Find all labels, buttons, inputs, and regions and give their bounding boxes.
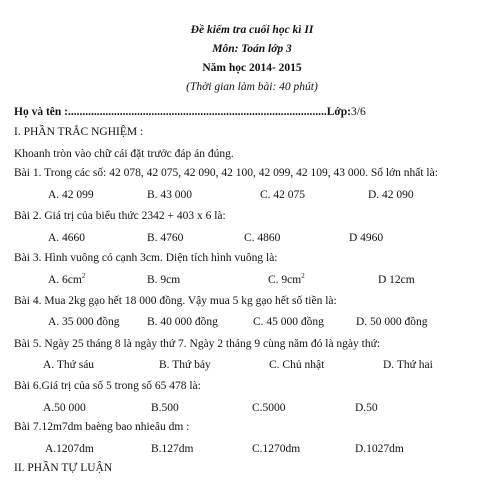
exam-title: Đề kiểm tra cuối học kì II [190, 24, 314, 36]
exam-subject: Môn: Toán lớp 3 [212, 43, 292, 55]
q1-option-c: C. 42 075 [260, 189, 306, 201]
question-6: Bài 6.Giá trị của số 5 trong số 65 478 là: [14, 380, 201, 392]
section-1-instruction: Khoanh tròn vào chữ cái đặt trước đáp án đúng. [14, 148, 234, 160]
q1-option-d: D. 42 090 [368, 189, 414, 201]
section-2-title: II. PHẦN TỰ LUẬN [14, 462, 113, 474]
q3-option-c [268, 274, 305, 286]
q3-option-c-text: C. 9cm [268, 274, 302, 286]
q4-option-d: D. 50 000 đồng [356, 316, 428, 328]
q2-option-a: A. 4660 [48, 232, 86, 244]
class-label: Lớp: [326, 106, 351, 118]
q4-option-c: C. 45 000 đồng [253, 316, 324, 328]
q2-option-b: B. 4760 [147, 232, 184, 244]
q3-option-a-sup: 2 [81, 272, 86, 281]
q7-option-d: D.1027dm [355, 443, 404, 455]
q4-option-a: A. 35 000 đồng [48, 316, 120, 328]
q3-option-a-text: A. 6cm [48, 274, 82, 286]
question-4: Bài 4. Mua 2kg gạo hết 18 000 đồng. Vậy mua 5 kg gạo hết số tiền là: [14, 295, 337, 307]
exam-duration: (Thời gian làm bài: 40 phút) [186, 81, 318, 93]
student-info-line [14, 106, 366, 118]
q5-option-c: C. Chủ nhật [269, 359, 325, 371]
question-7: Bài 7.12m7dm baèng bao nhieâu dm : [14, 421, 190, 433]
q5-option-a: A. Thứ sáu [43, 359, 95, 371]
q3-option-c-sup: 2 [301, 272, 305, 281]
q1-option-a: A. 42 099 [48, 189, 94, 201]
section-1-title: I. PHẦN TRẮC NGHIỆM : [14, 126, 144, 138]
question-3: Bài 3. Hình vuông có cạnh 3cm. Diện tích hình vuông là: [14, 252, 278, 264]
q5-option-d: D. Thứ hai [383, 359, 433, 371]
q7-option-b: B.127dm [151, 443, 194, 455]
q5-option-b: B. Thứ bảy [159, 359, 211, 371]
q2-option-d: D 4960 [349, 232, 384, 244]
q3-option-b: B. 9cm [147, 274, 181, 286]
q6-option-c: C.5000 [252, 402, 286, 414]
q3-option-a [48, 274, 85, 286]
question-1: Bài 1. Trong các số: 42 078, 42 075, 42 090, 42 100, 42 099, 42 109, 43 000. Số lớn nhất là: [14, 167, 438, 179]
question-2: Bài 2. Giá trị của biểu thức 2342 + 403 x 6 là: [14, 210, 226, 222]
question-5: Bài 5. Ngày 25 tháng 8 là ngày thứ 7. Ngày 2 tháng 9 cùng năm đó là ngày thứ: [14, 338, 381, 350]
q2-option-c: C. 4860 [244, 232, 281, 244]
name-dots: .......................................................................................... [67, 106, 327, 118]
q6-option-b: B.500 [151, 402, 179, 414]
q6-option-a: A.50 000 [43, 402, 86, 414]
class-value: 3/6 [351, 106, 366, 118]
q7-option-c: C.1270dm [252, 443, 301, 455]
q4-option-b: B. 40 000 đồng [147, 316, 218, 328]
q1-option-b: B. 43 000 [147, 189, 193, 201]
school-year: Năm học 2014- 2015 [202, 62, 302, 74]
q7-option-a: A.1207dm [45, 443, 94, 455]
name-label: Họ và tên : [14, 106, 68, 118]
q3-option-d: D 12cm [378, 274, 415, 286]
q6-option-d: D.50 [355, 402, 378, 414]
